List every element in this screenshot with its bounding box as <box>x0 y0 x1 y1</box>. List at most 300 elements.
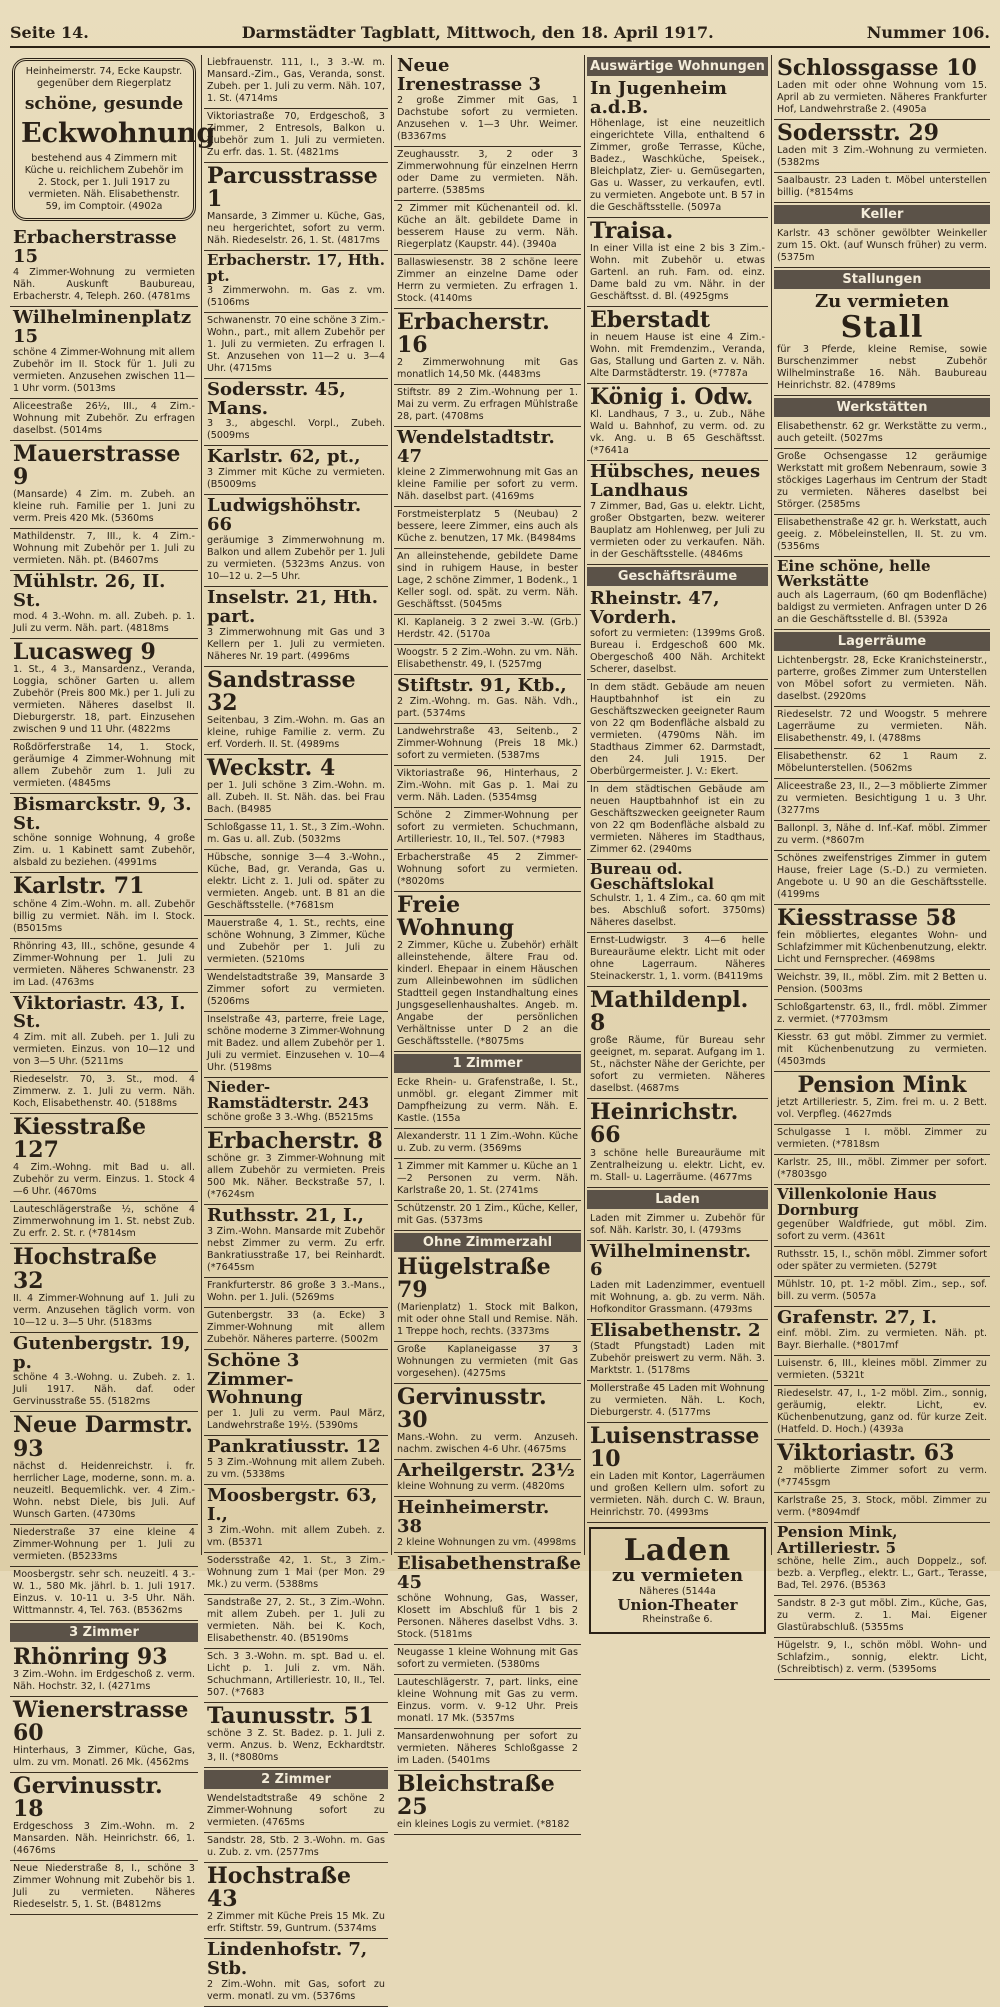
classified-ad <box>204 1436 388 1485</box>
ad-text: II. 4 Zimmer-Wohnung auf 1. Juli zu verm. Anzusehen täglich vorm. von 10—12 u. 3—5 Uhr. (5183ms <box>13 1292 195 1328</box>
ad-text: Kl. Landhaus, 7 3., u. Zub., Nähe Wald u. Bahnhof, zu verm. od. zu vk. Ang. u. B 65 Geschäftsst. (*7641a <box>590 409 765 457</box>
ad-text: Saalbaustr. 23 Laden t. Möbel unterstellen billig. (*8154ms <box>777 175 987 199</box>
ad-subheading: zu vermieten <box>611 1564 744 1586</box>
ad-text: 3 Zim.-Wohn. mit allem Zubeh. z. vm. (B5371 <box>207 1525 385 1549</box>
ad-heading: Schöne 3 Zimmer-Wohnung <box>207 1349 303 1409</box>
ad-heading: Traisa. <box>590 217 674 244</box>
ad-heading: Elisabethenstraße 45 <box>397 1552 581 1593</box>
classified-ad <box>10 307 198 399</box>
ad-text: per 1. Juli schöne 3 Zim.-Wohn. m. all. Zubeh. II. St. Näh. das. bei Frau Bach. (B4985 <box>207 780 385 816</box>
classified-ad <box>394 850 581 892</box>
ad-text: gegenüber Waldfriede, gut möbl. Zim. sofort zu verm. (4361t <box>777 1218 987 1242</box>
ad-text: 2 Zimmer, Küche u. Zubehör) erhält alleinstehende, ältere Frau od. kinderl. Ehepaar in einem Häuschen zum Alleinbewohnen im südlichen Stadtteil gegen Instandhaltung eines Jungsgesellenhaushaltes. Angeb. m. Angabe der persönlichen Verhältnisse unter D 2 an die Geschäftsstelle. (*8075ms <box>397 939 578 1047</box>
ad-text: jetzt Artilleriestr. 5, Zim. frei m. u. 2 Bett. vol. Verpfleg. (4627mds <box>777 1097 987 1121</box>
ad-text: Riedeselstr. 47, I., 1-2 möbl. Zim., sonnig, geräumig, elektr. Licht, ev. Küchenbenutzung, ganz od. für kurze Zeit. (Hatfeld. D. Hoch.) (4393a <box>777 1387 987 1435</box>
ad-heading: Parcusstrasse 1 <box>207 163 378 213</box>
column-divider <box>201 55 202 1555</box>
ad-heading: Gervinusstr. 18 <box>13 1772 163 1822</box>
classified-ad <box>204 1649 388 1703</box>
classified-ad <box>394 1384 581 1460</box>
classified-ad <box>774 1000 990 1030</box>
ad-text: Hügelstr. 9, I., schön möbl. Wohn- und Schlafzim., sonnig, elektr. Licht, (Schreibtisch) z. verm. (5395oms <box>777 1640 987 1676</box>
ad-heading: Heinheimerstr. 38 <box>397 1497 550 1537</box>
classified-ad <box>587 384 768 461</box>
column-3 <box>394 55 581 1830</box>
ad-subheading: Zu vermieten <box>814 291 950 313</box>
ad-text: (Stadt Pfungstadt) Laden mit Zubehör preiswert zu verm. Näh. 3. Marktstr. 1. (5178ms <box>590 1341 765 1377</box>
classified-ad <box>774 1125 990 1155</box>
classified-ad <box>204 1553 388 1595</box>
classified-ad <box>204 1833 388 1863</box>
classified-ad <box>10 873 198 938</box>
ad-heading: Hübsches, neues Landhaus <box>590 461 761 501</box>
section-header: Lagerräume <box>774 632 990 651</box>
ad-text: Mansardenwohnung per sofort zu vermieten. Näheres Schloßgasse 2 im Laden. (5401ms <box>397 1730 578 1766</box>
ad-heading: Eine schöne, helle Werkstätte <box>777 556 931 591</box>
ad-text: Schöne 2 Zimmer-Wohnung per sofort zu vermieten. Schuchmann, Artilleriestr. 10, II., Tel. 507. (*7983 <box>397 809 578 845</box>
ad-text: Kl. Kaplaneig. 3 2 zwei 3.-W. (Grb.) Herdstr. 42. (5170a <box>397 616 578 640</box>
stall-ad <box>774 291 990 395</box>
ad-text: auch als Lagerraum, (60 qm Bodenfläche) baldigst zu vermieten. Anfragen unter D 26 an die Geschäftsstelle d. Bl. (5392a <box>777 590 987 626</box>
ad-heading: Lindenhofstr. 7, Stb. <box>207 1939 368 1980</box>
classified-ad <box>204 446 388 495</box>
column-2 <box>204 55 388 2003</box>
ad-text: Sodersstraße 42, 1. St., 3 Zim.-Wohnung zum 1 Mai (per Mon. 29 Mk.) zu verm. (5388ms <box>207 1555 385 1591</box>
ad-text: Riedeselstr. 72 und Woogstr. 5 mehrere Lagerräume zu vermieten. Näh. Elisabethenstr. 49, I. (4788ms <box>777 709 987 745</box>
ad-text: Mauerstraße 4, 1. St., rechts, eine schöne Wohnung, 3 Zimmer, Küche und Zubehör per 1. Juli zu vermieten. (5210ms <box>207 918 385 966</box>
ad-text: Sandstr. 28, Stb. 2 3.-Wohn. m. Gas u. Zub. z. vm. (2577ms <box>207 1835 385 1859</box>
laden-display-ad <box>589 1527 766 1633</box>
classified-ad <box>774 55 990 120</box>
ad-heading: Pension Mink, Artilleriestr. 5 <box>777 1522 898 1557</box>
ad-text: Wendelstadtstraße 49 schöne 2 Zimmer-Wohnung sofort zu vermieten. (4765ms <box>207 1793 385 1829</box>
classified-ad <box>394 549 581 615</box>
classified-ad <box>10 993 198 1073</box>
ad-text: schöne 4 Zim.-Wohn. m. all. Zubehör billig zu vermiet. Näh. im I. Stock. (B5015ms <box>13 898 195 934</box>
ad-heading: Stall <box>840 310 924 346</box>
ad-text: 4 Zim. mit all. Zubeh. per 1. Juli zu vermieten. Einzus. von 10—12 und von 3—5 Uhr. (5211ms <box>13 1032 195 1068</box>
ad-heading: Schlossgasse 10 <box>777 55 977 81</box>
classified-ad <box>394 1675 581 1729</box>
ad-heading: Sodersstr. 45, Mans. <box>207 378 346 419</box>
ad-text: Frankfurterstr. 86 große 3 3.-Mans., Wohn. per 1. Juli. (5269ms <box>207 1279 385 1303</box>
ad-heading: Rhönring 93 <box>13 1643 168 1670</box>
section-header: Geschäftsräume <box>587 567 768 586</box>
ad-text: Gutenbergstr. 33 (a. Ecke) 3 Zimmer-Wohnung mit allem Zubehör. Näheres parterre. (5002m <box>207 1309 385 1345</box>
classified-ad <box>587 218 768 307</box>
ad-text: Seitenbau, 3 Zim.-Wohn. m. Gas an kleine, ruhige Familie z. verm. Zu erf. Vorderh. II. St. (4989ms <box>207 715 385 751</box>
ad-heading: Wilhelminenstr. 6 <box>590 1240 752 1281</box>
ad-heading: Erbacherstr. 8 <box>207 1127 383 1154</box>
ad-heading: Erbacherstrasse 15 <box>13 227 177 267</box>
ad-heading: Karlstr. 62, pt., <box>207 446 361 468</box>
classified-ad <box>204 850 388 916</box>
ad-text: Mans.-Wohn. zu verm. Anzuseh. nachm. zwischen 4-6 Uhr. (4675ms <box>397 1432 578 1456</box>
column-1 <box>10 55 216 1911</box>
ad-heading: Kiesstraße 127 <box>13 1114 146 1164</box>
classified-ad <box>394 147 581 201</box>
classified-ad <box>394 1254 581 1342</box>
classified-ad <box>587 1211 768 1241</box>
ad-text: schöne 4 3.-Wohng. u. Zubeh. z. 1. Juli 1917. Näh. daf. oder Gervinusstraße 55. (5182ms <box>13 1372 195 1408</box>
ad-heading: Mühlstr. 26, II. St. <box>13 570 166 611</box>
ad-text: Elisabethenstraße 42 gr. h. Werkstatt, auch geeig. z. Möbeleinstellen, II. St. zu vm. (5356ms <box>777 516 987 552</box>
ad-heading: Rheinstr. 47, Vorderh. <box>590 587 720 628</box>
classified-ad <box>774 905 990 970</box>
section-header: Werkstätten <box>774 398 990 417</box>
classified-ad <box>587 1241 768 1321</box>
ad-text: Näheres (5144a <box>639 1585 716 1597</box>
ad-text: 4 Zimmer-Wohnung zu vermieten Näh. Auskunft Baubureau, Erbacherstr. 4, Teleph. 260. (4781ms <box>13 266 195 302</box>
ad-heading: Neue Darmstr. 93 <box>13 1412 193 1462</box>
ad-heading: Arheilgerstr. 23½ <box>397 1460 575 1482</box>
ad-text: 2 große Zimmer mit Gas, 1 Dachstube sofort zu vermieten. Anzusehen v. 1—3 Uhr. Weimer. (B3367ms <box>397 94 578 142</box>
ad-text: 7 Zimmer, Bad, Gas u. elektr. Licht, großer Obstgarten, bezw. weiterer Bauplatz am Hohlenweg, per Juli zu vermieten oder zu verkaufen. Näh. in der Geschäftsstelle. (4846ms <box>590 500 765 560</box>
classified-ad <box>10 1697 198 1773</box>
ad-text: einf. möbl. Zim. zu vermieten. Näh. pt. Bayr. Bierhalle. (*8017mf <box>777 1327 987 1351</box>
classified-ad <box>587 1381 768 1423</box>
classified-ad <box>10 740 198 794</box>
ad-heading: Grafenstr. 27, I. <box>777 1306 937 1328</box>
ad-heading: Kiesstrasse 58 <box>777 905 957 932</box>
ad-heading: Elisabethenstr. 2 <box>590 1320 761 1342</box>
ad-text: 3 schöne helle Bureauräume mit Zentralheizung u. elektr. Licht, ev. m. Stall- u. Lagerräume. (4677ms <box>590 1147 765 1183</box>
ad-text: Luisenstr. 6, III., kleines möbl. Zimmer zu vermieten. (5321t <box>777 1357 987 1381</box>
ad-text: große Räume, für Bureau sehr geeignet, m. separat. Aufgang im 1. St., nächster Nähe der Gerichte, per sofort zu vermieten. Näheres daselbst. (4687ms <box>590 1035 765 1095</box>
ad-text: 3 Zimmer mit Küche zu vermieten. (B5009ms <box>207 467 385 491</box>
ad-text: Erbacherstraße 45 2 Zimmer-Wohnung sofort zu vermieten. (*8020ms <box>397 851 578 887</box>
classified-ad <box>204 1012 388 1078</box>
ad-heading: Eckwohnung <box>21 118 216 149</box>
ad-heading: Pension Mink <box>797 1072 967 1099</box>
ad-text: Laden mit Zimmer u. Zubehör für sof. Näh. Karlstr. 30, I. (4793ms <box>590 1212 765 1236</box>
classified-ad <box>774 1277 990 1307</box>
classified-ad <box>774 851 990 905</box>
classified-ad <box>204 1939 388 2007</box>
column-divider <box>391 55 392 1555</box>
ad-text: Niederstraße 37 eine kleine 4 Zimmer-Wohnung per 1. Juli zu vermieten. (B5233ms <box>13 1526 195 1562</box>
ad-text: Forstmeisterplatz 5 (Neubau) 2 bessere, leere Zimmer, eins auch als Küche z. benutzen, 17 Mk. (B4984ms <box>397 508 578 544</box>
ad-text: schöne 4 Zimmer-Wohnung mit allem Zubehör im II. Stock für 1. Juli zu vermieten. Anzusehen zwischen 11—1 Uhr vorm. (5013ms <box>13 346 195 394</box>
ad-text: Aliceestraße 23, II., 2—3 möblierte Zimmer zu vermieten. Besichtigung 1 u. 3 Uhr. (3277ms <box>777 781 987 817</box>
classified-ad <box>587 933 768 987</box>
section-header: 1 Zimmer <box>394 1054 581 1073</box>
ad-text: 4 Zim.-Wohng. mit Bad u. all. Zubehör zu verm. Einzus. 1. Stock 4—6 Uhr. (4670ms <box>13 1162 195 1198</box>
ad-text: Alexanderstr. 11 1 Zim.-Wohn. Küche u. Zub. zu verm. (3569ms <box>397 1130 578 1154</box>
ad-text: In dem städtischen Gebäude am neuen Hauptbahnhof ist ein zu Geschäftszwecken geeigneter Raum von 22 qm Bodenfläche alsbald zu vermieten. Näheres im Stadthaus, Zimmer 62. (2940ms <box>590 783 765 855</box>
header-masthead: Darmstädter Tagblatt, Mittwoch, den 18. April 1917. <box>241 23 714 42</box>
classified-ad <box>774 1307 990 1356</box>
ad-text: 5 3 Zim.-Wohnung mit allem Zubeh. zu vm. (5338ms <box>207 1457 385 1481</box>
ad-text: 1 Zimmer mit Kammer u. Küche an 1—2 Personen zu verm. Näh. Karlstraße 20, 1. St. (2741ms <box>397 1160 578 1196</box>
ad-heading: Bismarckstr. 9, 3. St. <box>13 793 192 834</box>
ad-text: Ernst-Ludwigstr. 3 4—6 helle Bureauräume elektr. Licht mit oder ohne Lagerraum. Näheres Steinackerstr. 1, 1. vorm. (B4119ms <box>590 935 765 983</box>
ad-text: Schwanenstr. 70 eine schöne 3 Zim.-Wohn., part., mit allem Zubehör per 1. Juli zu vermieten. Zu erfragen I. St. Anzusehen von 11—2 u. 3—4 Uhr. (4715ms <box>207 314 385 374</box>
classified-ad <box>774 1247 990 1277</box>
ad-text: Sandstraße 27, 2. St., 3 Zim.-Wohn. mit allem Zubeh. per 1. Juli zu vermieten. Näh. bei K. Koch, Elisabethenstr. 40. (B5190ms <box>207 1597 385 1645</box>
ad-heading: Bureau od. Geschäftslokal <box>590 859 714 894</box>
header-issue-number: Nummer 106. <box>866 23 990 42</box>
classified-ad <box>204 1595 388 1649</box>
classified-ad <box>204 313 388 379</box>
ad-text: Ecke Rhein- u. Grafenstraße, I. St., unmöbl. gr. elegant Zimmer mit Dampfheizung zu verm. Näh. E. Kastle. (155a <box>397 1076 578 1124</box>
ad-text: 2 Zimmer mit Küchenanteil od. kl. Küche an ält. gebildete Dame in besserem Hause zu verm. Näh. Riegerplatz (Kaupstr. 44). (3940a <box>397 202 578 250</box>
ad-text: Stiftstr. 89 2 Zim.-Wohnung per 1. Mai zu verm. Zu erfragen Mühlstraße 28, part. (4708ms <box>397 386 578 422</box>
classified-ad <box>204 970 388 1012</box>
ad-text: In einer Villa ist eine 2 bis 3 Zim.-Wohn. mit Zubehör u. etwas Gartenl. an ruh. Fam. od. einz. Dame bald zu vm. Nähr. in der Geschäftsst. d. Bl. (4925gms <box>590 242 765 302</box>
classified-ad <box>394 1553 581 1645</box>
classified-ad <box>204 1350 388 1437</box>
ad-heading: Wienerstrasse 60 <box>13 1696 189 1746</box>
ad-text: Schützenstr. 20 1 Zim., Küche, Keller, mit Gas. (5373ms <box>397 1202 578 1226</box>
section-header: Keller <box>774 205 990 224</box>
ad-heading: Heinrichstr. 66 <box>590 1099 739 1149</box>
ad-text: Lichtenbergstr. 28, Ecke Kranichsteinerstr., parterre, großes Zimmer zum Unterstellen von Möbel sofort zu vermieten. Näh. daselbst. (2920ms <box>777 655 987 703</box>
ad-text: Elisabethenstr. 62 gr. Werkstätte zu verm., auch geteilt. (5027ms <box>777 420 987 444</box>
classified-ad <box>10 399 198 441</box>
page-header <box>10 8 990 42</box>
ad-text: schöne, helle Zim., auch Doppelz., sof. bezb. a. Verpfleg., elektr. L., Gart., Terasse, Bad, Tel. 2976. (B5363 <box>777 1556 987 1592</box>
section-header: Stallungen <box>774 270 990 289</box>
ad-heading: Hochstraße 43 <box>207 1863 351 1913</box>
ad-text: Liebfrauenstr. 111, I., 3 3.-W. m. Mansard.-Zim., Gas, Veranda, sonst. Zubeh. per 1. Juli zu verm. Näh. 107, 1. St. (4714ms <box>207 57 385 104</box>
ad-text: in neuem Hause ist eine 4 Zim.-Wohn. mit Fremdenzim., Veranda, Gas, Stallung und Garten z. v. Näh. Alte Darmstädterstr. 19. (*7787a <box>590 331 765 379</box>
ad-text: (Mansarde) 4 Zim. m. Zubeh. an kleine ruh. Familie per 1. Juni zu verm. Preis 420 Mk. (5360ms <box>13 488 195 524</box>
classified-ad <box>587 782 768 860</box>
column-divider <box>584 55 585 1555</box>
classified-ad <box>10 1202 198 1244</box>
section-header: Laden <box>587 1190 768 1209</box>
classified-ad <box>204 1485 388 1553</box>
ad-text: 3 Zimmerwohn. m. Gas z. vm. (5106ms <box>207 284 385 308</box>
classified-ad <box>394 808 581 850</box>
ad-heading: Hügelstraße 79 <box>397 1253 551 1303</box>
column-5 <box>774 55 990 1676</box>
ad-text: fein möbliertes, elegantes Wohn- und Schlafzimmer mit Küchenbenutzung, elektr. Licht und Fernsprecher. (4698ms <box>777 930 987 966</box>
ad-text: Wendelstadtstraße 39, Mansarde 3 Zimmer sofort zu vermieten. (5206ms <box>207 972 385 1008</box>
ad-text: Weichstr. 39, II., möbl. Zim. mit 2 Betten u. Pension. (5003ms <box>777 972 987 996</box>
classified-ad <box>774 970 990 1000</box>
classified-ad <box>774 120 990 173</box>
classified-ad <box>774 419 990 449</box>
classified-ad <box>587 307 768 384</box>
classified-ad <box>394 675 581 724</box>
ad-heading: Lucasweg 9 <box>13 638 156 665</box>
classified-ad <box>10 639 198 740</box>
classified-ad <box>394 766 581 808</box>
classified-ad <box>774 449 990 515</box>
header-page-number: Seite 14. <box>10 23 89 42</box>
classified-ad <box>774 749 990 779</box>
classified-ad <box>394 1342 581 1384</box>
ad-heading: Sandstrasse 32 <box>207 666 356 717</box>
classified-ad <box>774 779 990 821</box>
classified-ad <box>774 653 990 707</box>
classified-ad <box>10 529 198 571</box>
section-header: Ohne Zimmerzahl <box>394 1233 581 1252</box>
ad-heading: Erbacherstr. 17, Hth. pt. <box>207 251 385 285</box>
ad-text: Laden mit 3 Zim.-Wohnung zu vermieten. (5382ms <box>777 145 987 169</box>
classified-ad <box>587 588 768 680</box>
classified-ad <box>394 1460 581 1497</box>
classified-ad <box>774 1185 990 1247</box>
classified-ad <box>394 1497 581 1553</box>
classified-ad <box>394 724 581 766</box>
ad-text: ein Laden mit Kontor, Lagerräumen und großen Kellern ulm. sofort zu vermieten. Näh. durch C. W. Braun, Heinrichstr. 70. (4993ms <box>590 1471 765 1519</box>
ad-text: Viktoriastraße 96, Hinterhaus, 2 Zim.-Wohn. mit Gas p. 1. Mai zu verm. Näh. Laden. (5354msg <box>397 767 578 803</box>
classified-ad <box>587 1099 768 1187</box>
ad-text: schöne Wohnung, Gas, Wasser, Klosett im Abschluß für 1 bis 2 Personen. Näheres daselbst Vdhs. 3. Stock. (5181ms <box>397 1592 578 1640</box>
classified-ad <box>774 1155 990 1185</box>
classified-ad <box>774 557 990 631</box>
ad-text: 3 3., abgeschl. Vorpl., Zubeh. (5009ms <box>207 418 385 442</box>
ad-heading: Ludwigshöhstr. 66 <box>207 495 362 536</box>
ad-text: Lauteschlägerstr. 7, part. links, eine kleine Wohnung mit Gas zu verm. Einzus. vorm. v. 9-12 Uhr. Preis monatl. 17 Mk. (5357ms <box>397 1676 578 1724</box>
ad-text: ein kleines Logis zu vermiet. (*8182 <box>397 1818 570 1830</box>
ad-text: Neue Niederstraße 8, I., schöne 3 Zimmer Wohnung mit Zubehör bis 1. Juli zu vermieten. Näheres Riedeselstr. 5, 1. St. (B4812ms <box>13 1863 195 1911</box>
classified-ad <box>204 820 388 850</box>
ad-text: Landwehrstraße 43, Seitenb., 2 Zimmer-Wohnung (Preis 18 Mk.) sofort zu vermieten. (5387ms <box>397 725 578 761</box>
classified-ad <box>394 1075 581 1129</box>
classified-ad <box>10 571 198 639</box>
classified-ad <box>394 309 581 385</box>
classified-ad <box>204 379 388 447</box>
ad-text: bestehend aus 4 Zimmern mit Küche u. reichlichem Zubehör im 2. Stock, per 1. Juli 1917 zu vermieten. Näh. Elisabethenstr. 59, im Comptoir. (4902a <box>24 153 184 212</box>
ad-heading: Hochstraße 32 <box>13 1244 157 1294</box>
classified-ad <box>774 707 990 749</box>
classified-ad <box>10 1072 198 1114</box>
classified-ad <box>394 201 581 255</box>
classified-ad <box>394 892 581 1052</box>
ad-heading: König i. Odw. <box>590 383 754 410</box>
ad-heading: Neue Irenestrasse 3 <box>397 55 541 95</box>
ad-text: 2 Zimmerwohnung mit Gas monatlich 14,50 Mk. (4483ms <box>397 356 578 380</box>
ad-text: Riedeselstr. 70, 3. St., mod. 4 Zimmerw. z. 1. Juli zu verm. Näh. Koch, Elisabethenstr. 40. (5188ms <box>13 1074 195 1110</box>
ad-text: geräumige 3 Zimmerwohnung m. Balkon und allem Zubehör per 1. Juli zu vermieten. (5323ms Anzus. von 10—12 u. 2—5 Uhr. <box>207 535 385 583</box>
ad-text: In dem städt. Gebäude am neuen Hauptbahnhof ist ein zu Geschäftszwecken geeigneter Raum von 22 qm Bodenfläche alsbald zu vermieten. (4790ms Näh. im Stadthaus Zimmer 62. Darmstadt, den 24. Juli 1915. Der Oberbürgermeister. J. V.: Ekert. <box>590 681 765 777</box>
ad-text: sofort zu vermieten: (1399ms Groß. Bureau i. Erdgeschoß 600 Mk. Obergeschoß 400 Näh. Architekt Scherer, daselbst. <box>590 627 765 675</box>
ad-text: Rhönring 43, III., schöne, gesunde 4 Zimmer-Wohnung per 1. Juli zu vermieten. Näheres Schwanenstr. 23 im Lad. (4763ms <box>13 940 195 988</box>
classified-ad <box>587 1423 768 1523</box>
classified-ad <box>204 109 388 163</box>
classified-ad <box>774 1523 990 1597</box>
classified-ad <box>774 226 990 268</box>
classified-ad <box>204 1791 388 1833</box>
ad-heading: Wendelstadtstr. 47 <box>397 426 555 467</box>
classified-ad <box>204 163 388 251</box>
ad-text: An alleinstehende, gebildete Dame sind in ruhigem Hause, in bester Lage, 2 schöne Zimmer, 1 Bodenk., 1 Keller sogl. od. spät. zu verm. Näh. Geschäftsst. (5045ms <box>397 550 578 610</box>
classified-ad <box>10 1567 198 1621</box>
ad-heading: Nieder-Ramstädterstr. 243 <box>207 1078 370 1112</box>
ad-heading: Weckstr. 4 <box>207 755 336 782</box>
ad-text: Karlstr. 43 schöner gewölbter Weinkeller zum 15. Okt. (auf Wunsch früher) zu verm. (5375m <box>777 228 987 264</box>
ad-text: Neugasse 1 kleine Wohnung mit Gas sofort zu vermieten. (5380ms <box>397 1646 578 1670</box>
ad-text: Hinterhaus, 3 Zimmer, Küche, Gas, ulm. zu vm. Monatl. 26 Mk. (4562ms <box>13 1744 195 1768</box>
ad-text: Kiesstr. 63 gut möbl. Zimmer zu vermiet. mit Küchenbenutzung zu vermieten. (4503mds <box>777 1032 987 1068</box>
ad-heading: Mathildenpl. 8 <box>590 987 749 1037</box>
ad-text: Sch. 3 3.-Wohn. m. spt. Bad u. el. Licht p. 1. Juli z. vm. Näh. Schuchmann, Artilleriestr. 10, II., Tel. 507. (*7683 <box>207 1651 385 1699</box>
ad-heading: Luisenstrasse 10 <box>590 1423 760 1473</box>
classified-ad <box>10 1644 198 1697</box>
ad-text: 2 Zimmer mit Küche Preis 15 Mk. Zu erfr. Stiftstr. 59, Guntrum. (5374ms <box>207 1911 385 1935</box>
classified-ad <box>394 427 581 507</box>
ad-text: Schönes zweifenstriges Zimmer in gutem Hause, freier Lage (S.-D.) zu vermieten. Angebote u. U 90 an die Geschäftsstelle. (4199ms <box>777 853 987 901</box>
classified-ad <box>204 755 388 820</box>
classified-ad <box>587 680 768 782</box>
classified-ad <box>774 1596 990 1638</box>
ad-subheading: schöne, gesunde <box>24 94 184 114</box>
ad-text: 3 Zim.-Wohn. im Erdgeschoß z. verm. Näh. Hochstr. 32, I. (4271ms <box>13 1668 195 1692</box>
ad-text: Schloßgartenstr. 63, II., frdl. möbl. Zimmer z. vermiet. (*7703msm <box>777 1002 987 1026</box>
classified-ad <box>394 1645 581 1675</box>
classified-ad <box>394 55 581 147</box>
ad-text: (Marienplatz) 1. Stock mit Balkon, mit oder ohne Stall und Remise. Näh. 1 Treppe hoch, rechts. (3373ms <box>397 1302 578 1338</box>
ad-text: Karlstr. 25, III., möbl. Zimmer per sofort. (*7803sgo <box>777 1157 987 1181</box>
ad-text: Hübsche, sonnige 3—4 3.-Wohn., Küche, Bad, gr. Veranda, Gas u. elektr. Licht z. 1. Juli od. später zu vermieten. Angeb. unt. B 81 an die Geschäftsstelle. (*7681sm <box>207 852 385 912</box>
classified-ad <box>587 78 768 218</box>
ad-text: Schloßgasse 11, 1. St., 3 Zim.-Wohn. m. Gas u. all. Zub. (5032ms <box>207 822 385 846</box>
ad-text: Laden mit oder ohne Wohnung vom 15. April ab zu vermieten. Näheres Frankfurter Hof, Landwehrstraße 2. (4905a <box>777 80 987 116</box>
classified-ad <box>774 821 990 851</box>
ad-heading: Moosbergstr. 63, I., <box>207 1485 378 1526</box>
ad-text: schöne gr. 3 Zimmer-Wohnung mit allem Zubehör zu vermieten. Preis 500 Mk. Näher. Beckstraße 57, I. (*7624sm <box>207 1152 385 1200</box>
classified-ad <box>204 1703 388 1768</box>
ad-text: Inselstraße 43, parterre, freie Lage, schöne moderne 3 Zimmer-Wohnung mit Badez. und allem Zubehör per 1. Juli zu vermiet. Einzusehen v. 10—4 Uhr. (5198ms <box>207 1014 385 1074</box>
classified-ad <box>10 1773 198 1861</box>
ad-heading: Inselstr. 21, Hth. part. <box>207 587 378 628</box>
classified-ad <box>204 1863 388 1939</box>
ad-heading: Viktoriastr. 63 <box>777 1439 955 1466</box>
ad-text: 3 Zim.-Wohn. Mansarde mit Zubehör nebst Zimmer zu verm. Zu erfr. Bankratiusstraße 17, bei Reinhardt. (*7645sm <box>207 1225 385 1273</box>
ad-text: Aliceestraße 26½, III., 4 Zim.-Wohnung mit Zubehör. Zu erfragen daselbst. (5014ms <box>13 400 195 436</box>
classified-ad <box>587 1320 768 1381</box>
column-divider <box>771 55 772 1555</box>
classified-ad <box>394 507 581 549</box>
classified-ad <box>774 1638 990 1680</box>
ad-heading: Laden <box>623 1533 732 1569</box>
classified-ad <box>10 441 198 529</box>
column-4 <box>587 55 768 1625</box>
ad-text: 2 möblierte Zimmer sofort zu verm. (*7745sgm <box>777 1464 987 1488</box>
ad-heading: Karlstr. 71 <box>13 873 145 900</box>
ad-text: Ballonpl. 3, Nähe d. Inf.-Kaf. möbl. Zimmer zu verm. (*8607m <box>777 823 987 847</box>
ad-text: Schulgasse 1 I. möbl. Zimmer zu vermieten. (*7818sm <box>777 1127 987 1151</box>
pension-ad <box>774 1072 990 1125</box>
ad-text: Viktoriastraße 70, Erdgeschoß, 3 Zimmer, 2 Entresols, Balkon u. Zubehör zum 1. Juli zu vermieten. Zu erfr. das. 1. St. (4821ms <box>207 111 385 158</box>
ad-advertiser: Union-Theater <box>617 1595 738 1614</box>
classified-ad <box>10 794 198 874</box>
classified-ad <box>774 1440 990 1493</box>
ad-text: 2 Zim.-Wohng. m. Gas. Näh. Vdh., part. (5374ms <box>397 695 578 719</box>
ad-text: Höhenlage, ist eine neuzeitlich eingerichtete Villa, enthaltend 6 Zimmer, große Terrasse, Küche, Badez., Waschküche, Speisek., Bleichplatz, Zier- u. Gemüsegarten, Gas u. Wasser, zu verkaufen, evtl. zu vermieten. Angebote unt. B 57 in die Geschäftsstelle. (5097a <box>590 117 765 213</box>
ad-text: mod. 4 3.-Wohn. m. all. Zubeh. p. 1. Juli zu verm. Näh. part. (4818ms <box>13 610 195 634</box>
classified-ad <box>10 227 198 307</box>
ad-text: Laden mit Ladenzimmer, eventuell mit Wohnung, a. gb. zu verm. Näh. Hofkonditor Grassmann. (4793ms <box>590 1280 765 1316</box>
ad-heading: Villenkolonie Haus Dornburg <box>777 1185 937 1220</box>
ad-text: Roßdörferstraße 14, 1. Stock, geräumige 4 Zimmer-Wohnung mit allem Zubehör zum 1. Juli zu vermieten. (4845ms <box>13 741 195 789</box>
ad-heading: Gervinusstr. 30 <box>397 1384 547 1434</box>
ad-text: 2 Zim.-Wohn. mit Gas, sofort zu verm. monatl. zu vm. (5376ms <box>207 1979 385 2003</box>
classified-ad <box>587 461 768 565</box>
classified-ad <box>204 251 388 313</box>
ad-text: Mansarde, 3 Zimmer u. Küche, Gas, neu hergerichtet, sofort zu verm. Näh. Riedeselstr. 26, 1. St. (4817ms <box>207 211 385 247</box>
classified-ad <box>10 1244 198 1332</box>
ad-text: Moosbergstr. sehr sch. neuzeitl. 4 3.-W. 1., 580 Mk. jährl. b. 1. Juli 1917. Einzus. v. 10-11 u. 3-5 Uhr. Näh. Wittmannstr. 4, Tel. 763. (B5362ms <box>13 1568 195 1616</box>
ad-text: Schulstr. 1, 1. 4 Zim., ca. 60 qm mit bes. Abschluß sofort. 3750ms) Näheres daselbst. <box>590 893 765 929</box>
ad-heading: Ruthsstr. 21, I., <box>207 1204 364 1226</box>
ad-text: 2 kleine Wohnungen zu vm. (4998ms <box>397 1536 577 1548</box>
ad-text: nächst d. Heidenreichstr. i. fr. herrlicher Lage, moderne, sonn. m. a. neuzeitl. Bequemlichk. ver. 4 Zim.-Wohn. nebst Diele, bis Juli. Auf Wunsch Garten. (4730ms <box>13 1460 195 1520</box>
